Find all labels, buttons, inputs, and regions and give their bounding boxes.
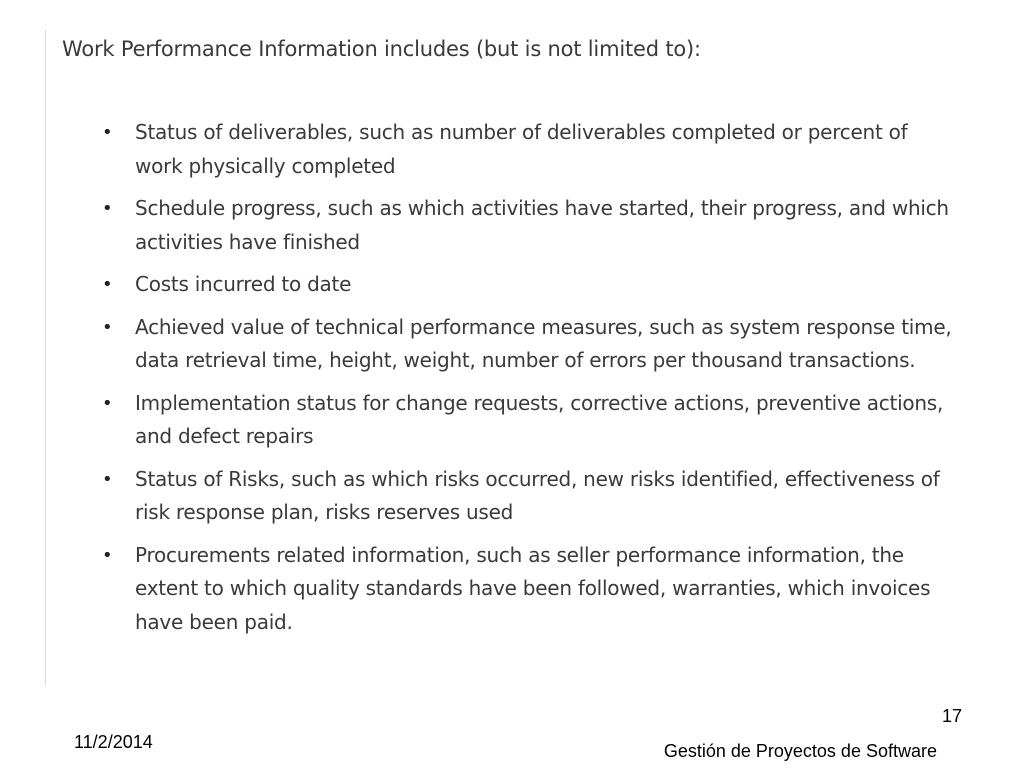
bullet-text: Implementation status for change requests, corrective actions, preventive actions, and defect repairs <box>135 390 944 448</box>
bullet-text: Costs incurred to date <box>135 272 352 296</box>
bullet-item-schedule <box>102 192 955 259</box>
bullet-marker: • <box>102 274 113 295</box>
bullet-list <box>102 116 955 648</box>
bullet-marker: • <box>102 316 113 338</box>
bullet-text: Achieved value of technical performance measures, such as system response time, data retrieval time, height, weight, number of errors per thousand transactions. <box>135 314 952 372</box>
bullet-marker: • <box>102 468 113 490</box>
bullet-marker: • <box>102 198 113 219</box>
footer-date: 11/2/2014 <box>74 732 153 752</box>
bullet-item-technical-performance <box>102 311 955 378</box>
slide-intro: Work Performance Information includes (but is not limited to): <box>62 37 701 61</box>
bullet-text: Status of Risks, such as which risks occurred, new risks identified, effectiveness of risk response plan, risks reserves used <box>135 466 940 524</box>
footer-title: Gestión de Proyectos de Software <box>663 741 937 761</box>
bullet-item-risks <box>102 463 955 530</box>
bullet-text: Schedule progress, such as which activities have started, their progress, and which activities have finished <box>135 196 949 254</box>
bullet-item-implementation-status <box>102 387 955 454</box>
content-border <box>45 30 46 686</box>
bullet-text: Procurements related information, such as seller performance information, the extent to which quality standards have been followed, warranties, which invoices have been paid. <box>135 542 931 634</box>
bullet-text: Status of deliverables, such as number of deliverables completed or percent of work physically completed <box>135 120 908 178</box>
bullet-marker: • <box>102 544 113 566</box>
bullet-marker: • <box>102 122 113 143</box>
bullet-item-deliverables <box>102 116 955 183</box>
bullet-marker: • <box>102 392 113 414</box>
bullet-item-costs <box>102 268 955 302</box>
page-number: 17 <box>941 706 962 726</box>
bullet-item-procurements <box>102 539 955 640</box>
